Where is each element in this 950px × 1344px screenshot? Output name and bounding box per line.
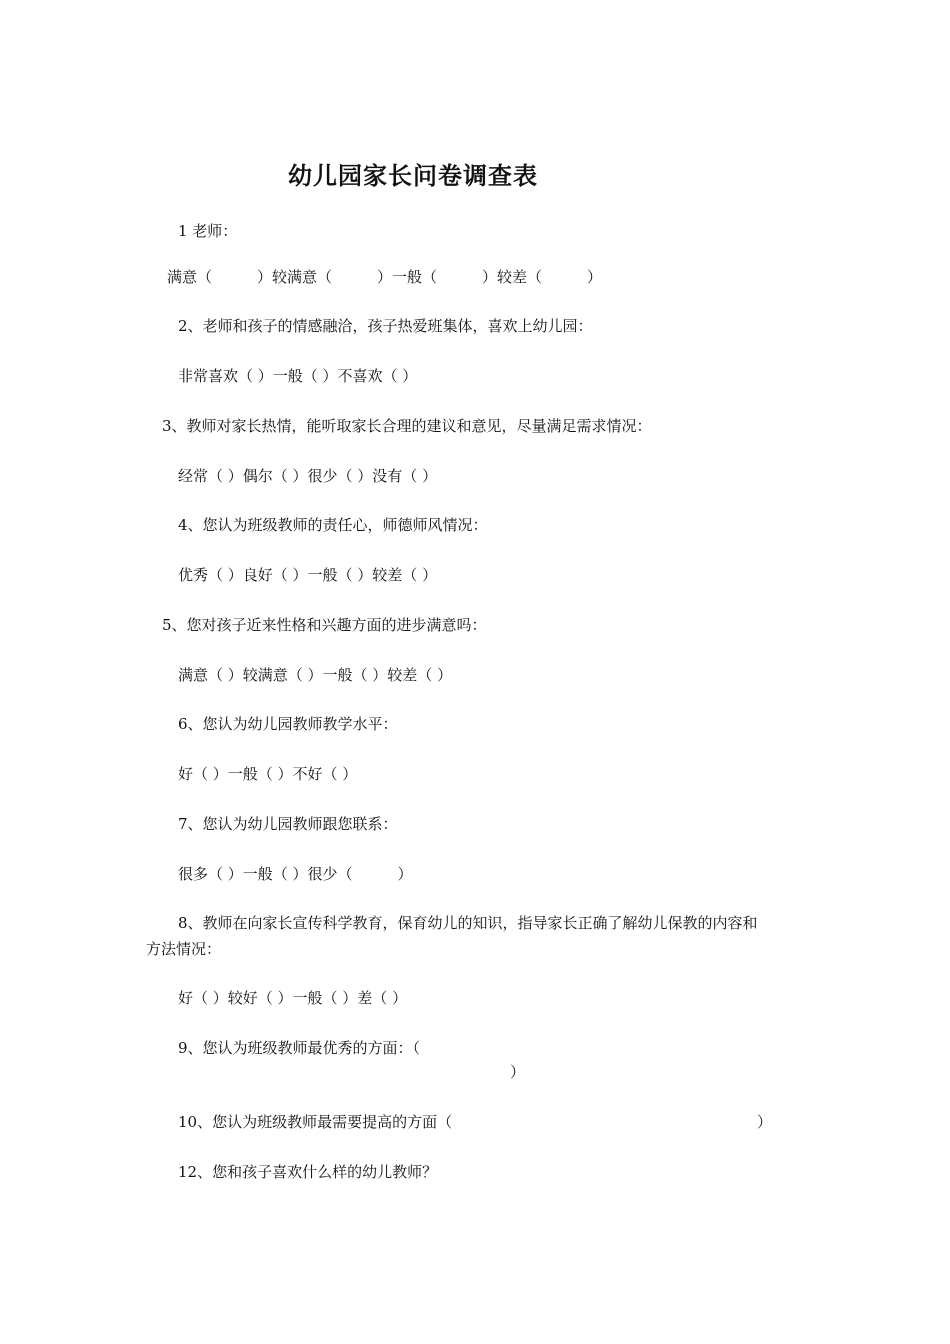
question-2-options: 非常喜欢（ ）一般（ ）不喜欢（ ） <box>178 367 418 385</box>
question-9: 9、您认为班级教师最优秀的方面：（ <box>178 1039 421 1057</box>
question-2: 2、老师和孩子的情感融洽，孩子热爱班集体，喜欢上幼儿园： <box>178 317 593 335</box>
question-12: 12、您和孩子喜欢什么样的幼儿教师？ <box>178 1163 438 1181</box>
question-5: 5、您对孩子近来性格和兴趣方面的进步满意吗： <box>162 616 487 634</box>
question-3: 3、教师对家长热情，能听取家长合理的建议和意见，尽量满足需求情况： <box>162 417 652 435</box>
question-1-options: 满意（ ）较满意（ ）一般（ ）较差（ ） <box>167 268 603 286</box>
question-5-options: 满意（ ）较满意（ ）一般（ ）较差（ ） <box>178 666 453 684</box>
question-7: 7、您认为幼儿园教师跟您联系： <box>178 815 398 833</box>
question-8-line1: 8、教师在向家长宣传科学教育，保育幼儿的知识，指导家长正确了解幼儿保教的内容和 <box>178 914 758 932</box>
question-8-options: 好（ ）较好（ ）一般（ ）差（ ） <box>178 989 408 1007</box>
question-7-options: 很多（ ）一般（ ）很少（ ） <box>178 865 413 883</box>
question-4: 4、您认为班级教师的责任心，师德师风情况： <box>178 516 488 534</box>
survey-title: 幼儿园家长问卷调查表 <box>288 162 538 190</box>
question-8-line2: 方法情况： <box>146 940 222 958</box>
question-10-close: ） <box>757 1113 773 1131</box>
question-1: 1 老师： <box>178 222 238 240</box>
question-4-options: 优秀（ ）良好（ ）一般（ ）较差（ ） <box>178 566 438 584</box>
question-9-close: ） <box>510 1063 526 1081</box>
question-10: 10、您认为班级教师最需要提高的方面（ <box>178 1113 453 1131</box>
question-3-options: 经常（ ）偶尔（ ）很少（ ）没有（ ） <box>178 467 438 485</box>
question-6-options: 好（ ）一般（ ）不好（ ） <box>178 765 358 783</box>
question-6: 6、您认为幼儿园教师教学水平： <box>178 715 398 733</box>
